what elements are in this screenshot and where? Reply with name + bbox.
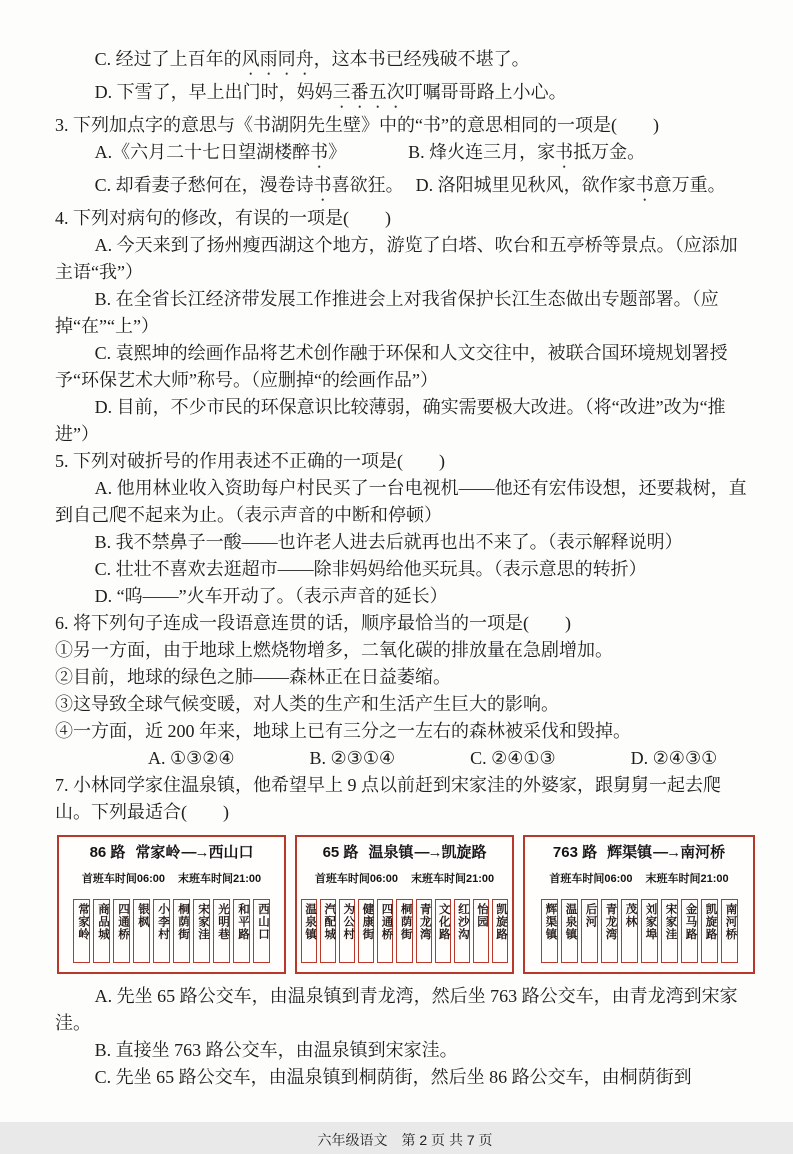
bus-stop: 怡园 [473,899,489,963]
bus-65-destination: 凯旋路 [441,844,487,861]
bus-stop: 文化路 [435,899,451,963]
bus-table-86 [57,835,286,974]
bus-763-origin: 辉渠镇 [607,844,653,861]
bus-65-last-bus: 末班车时间21:00 [411,873,495,885]
q3-option-b [408,142,645,162]
q3-option-d [416,175,726,195]
q4-option-a: A. 今天来到了扬州瘦西湖这个地方，游览了白塔、吹台和五亭桥等景点。（应添加主语“我”） [55,235,738,282]
q5-option-a: A. 他用林业收入资助每户村民买了一台电视机——他还有宏伟设想，还要栽树，直到自己爬不起来为止。（表示声音的中断和停顿） [55,478,747,525]
q3-option-c-pre: C. 却看妻子愁何在，漫卷诗 [94,175,314,195]
bus-stop: 温泉镇 [301,899,317,963]
bus-stop: 青龙湾 [416,899,432,963]
q7-option-c: C. 先坐 65 路公交车，由温泉镇到桐荫街，然后坐 86 路公交车，由桐荫街到 [94,1067,692,1087]
q3-options-row2 [55,172,755,205]
q3-option-b-emphasized: 书 [555,142,574,162]
bus-65-route-number: 65 路 [322,844,359,861]
q5-option-c: C. 壮壮不喜欢去逛超市——除非妈妈给他买玩具。（表示意思的转折） [94,559,647,579]
q5-stem: 5. 下列对破折号的作用表述不正确的一项是( ) [55,451,445,471]
bus-table-763 [523,835,755,974]
q3-stem: 3. 下列加点字的意思与《书湖阴先生壁》中的“书”的意思相同的一项是( ) [55,115,659,135]
q6-sentence-2: ②目前，地球的绿色之肺——森林正在日益萎缩。 [55,667,451,687]
bus-stop: 辉渠镇 [541,899,558,963]
q3-options-row1 [55,139,755,172]
bus-stop: 刘家埠 [641,899,658,963]
q2-option-d-emphasized: 三番五次 [332,82,405,102]
q2-option-c-emphasized: 风雨同舟 [241,49,314,69]
q5-option-b: B. 我不禁鼻子一酸——也许老人进去后就再也出不来了。（表示解释说明） [94,532,683,552]
q2-option-d [55,79,755,112]
arrow-right-icon: —→ [414,844,441,861]
bus-763-title [525,837,753,863]
bus-stop: 茂林 [621,899,638,963]
page-footer: 六年级语文 第 2 页 共 7 页 [317,1132,493,1148]
bus-stop: 桐荫街 [173,899,190,963]
bus-763-last-bus: 末班车时间21:00 [645,873,729,885]
bus-stop: 桐荫街 [396,899,412,963]
bus-86-route-number: 86 路 [89,844,126,861]
q3-option-c [95,175,404,195]
bus-65-title [297,837,512,863]
q4-option-c: C. 袁熙坤的绘画作品将艺术创作融于环保和人文交往中，被联合国环境规划署授予“环保艺术大师”称号。（应删掉“的绘画作品”） [55,343,728,390]
bus-stop: 和平路 [233,899,250,963]
q2-option-c-post: ，这本书已经残破不堪了。 [313,49,530,69]
bus-stop: 四通桥 [113,899,130,963]
q6-option-c: C. ②④①③ [470,748,556,768]
q3-option-b-pre: B. 烽火连三月，家 [408,142,556,162]
bus-86-times [59,863,284,897]
bus-stop: 后河 [581,899,598,963]
bus-stop: 小李村 [153,899,170,963]
bus-stop: 健康街 [358,899,374,963]
q3-option-c-post: 喜欲狂。 [331,175,404,195]
bus-86-first-bus: 首班车时间06:00 [81,873,166,885]
q2-option-d-post: 叮嘱哥哥路上小心。 [404,82,567,102]
bus-stop: 金马路 [681,899,698,963]
bus-763-stops [525,897,753,972]
bus-tables-row [57,835,755,974]
bus-stop: 青龙湾 [601,899,618,963]
q7-stem: 7. 小林同学家住温泉镇，他希望早上 9 点以前赶到宋家洼的外婆家，跟舅舅一起去爬山。下列最适合( ) [55,775,721,822]
bus-86-title [59,837,284,863]
q6-sentence-3: ③这导致全球气候变暖，对人类的生产和生活产生巨大的影响。 [55,694,559,714]
q3-option-d-pre: D. 洛阳城里见秋风，欲作家 [415,175,636,195]
bus-86-stops [59,897,284,972]
q3-option-c-emphasized: 书 [313,175,332,195]
q3-option-d-post: 意万重。 [653,175,726,195]
q2-option-d-pre: D. 下雪了，早上出门时，妈妈 [94,82,333,102]
bus-stop: 商品城 [93,899,110,963]
q3-option-a [95,142,347,162]
arrow-right-icon: —→ [181,844,208,861]
bus-stop: 西山口 [253,899,270,963]
bus-65-origin: 温泉镇 [368,844,414,861]
q6-stem: 6. 将下列句子连成一段语意连贯的话，顺序最恰当的一项是( ) [55,613,571,633]
q6-option-b: B. ②③①④ [309,748,396,768]
bus-stop: 银枫 [133,899,150,963]
bus-86-origin: 常家岭 [135,844,181,861]
q4-option-b: B. 在全省长江经济带发展工作推进会上对我省保护长江生态做出专题部署。（应掉“在”“上”） [55,289,719,336]
bus-stop: 四通桥 [377,899,393,963]
bus-stop: 光明巷 [213,899,230,963]
bus-stop: 汽配城 [320,899,336,963]
q6-option-d: D. ②④③① [630,748,718,768]
bus-stop: 凯旋路 [492,899,508,963]
arrow-right-icon: —→ [653,844,680,861]
bus-stop: 红沙沟 [454,899,470,963]
q6-option-a: A. ①③②④ [148,748,235,768]
bus-stop: 宋家洼 [661,899,678,963]
bus-763-destination: 南河桥 [680,844,726,861]
bus-86-last-bus: 末班车时间21:00 [178,873,262,885]
bus-table-65 [295,835,514,974]
q6-sentence-4: ④一方面，近 200 年来，地球上已有三分之一左右的森林被采伐和毁掉。 [55,721,631,741]
q7-option-a: A. 先坐 65 路公交车，由温泉镇到青龙湾，然后坐 763 路公交车，由青龙湾到宋家洼。 [55,986,738,1033]
q2-option-c-pre: C. 经过了上百年的 [94,49,242,69]
bus-stop: 常家岭 [73,899,90,963]
q3-option-a-post: 》 [328,142,347,162]
bus-stop: 宋家洼 [193,899,210,963]
q3-option-b-post: 抵万金。 [573,142,646,162]
bus-65-first-bus: 首班车时间06:00 [314,873,399,885]
q3-option-d-emphasized: 书 [635,175,654,195]
q6-sentence-1: ①另一方面，由于地球上燃烧物增多，二氧化碳的排放量在急剧增加。 [55,640,613,660]
bus-stop: 为公村 [339,899,355,963]
bus-86-destination: 西山口 [208,844,254,861]
bus-763-route-number: 763 路 [552,844,598,861]
bus-stop: 凯旋路 [701,899,718,963]
bus-65-stops [297,897,512,972]
q3-option-a-emphasized: 书 [310,142,329,162]
q4-option-d: D. 目前，不少市民的环保意识比较薄弱，确实需要极大改进。（将“改进”改为“推进”） [55,397,726,444]
q5-option-d: D. “呜——”火车开动了。（表示声音的延长） [94,586,448,606]
bus-stop: 南河桥 [721,899,738,963]
q6-options-row [55,745,755,772]
bus-763-times [525,863,753,897]
q7-option-b: B. 直接坐 763 路公交车，由温泉镇到宋家洼。 [94,1040,458,1060]
bus-65-times [297,863,512,897]
q2-option-c [55,46,755,79]
bus-stop: 温泉镇 [561,899,578,963]
q3-option-a-pre: A.《六月二十七日望湖楼醉 [94,142,311,162]
bus-763-first-bus: 首班车时间06:00 [549,873,633,885]
q4-stem: 4. 下列对病句的修改，有误的一项是( ) [55,208,391,228]
